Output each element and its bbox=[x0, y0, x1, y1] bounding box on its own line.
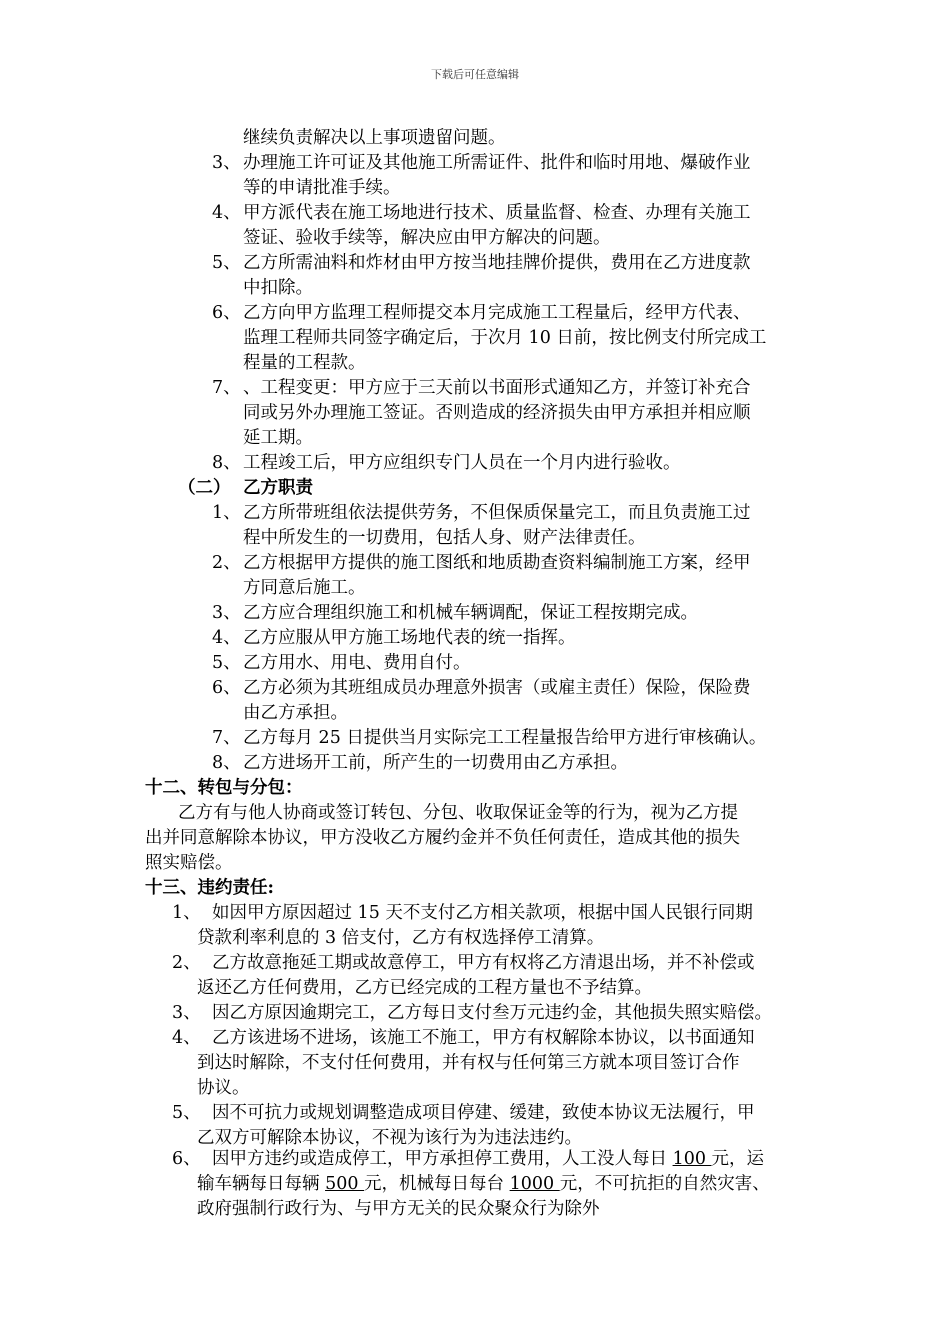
list-line: 同或另外办理施工签证。否则造成的经济损失由甲方承担并相应顺 bbox=[243, 403, 751, 423]
list-number: 8、 bbox=[212, 753, 241, 773]
paragraph-line: 照实赔偿。 bbox=[145, 853, 233, 873]
amount-value: 500 bbox=[325, 1174, 365, 1194]
list-number: 1、 bbox=[172, 903, 201, 923]
amount-value: 1000 bbox=[509, 1174, 560, 1194]
list-line: 、工程变更：甲方应于三天前以书面形式通知乙方，并签订补充合 bbox=[243, 378, 751, 398]
list-line: 乙方故意拖延工期或故意停工，甲方有权将乙方清退出场，并不补偿或 bbox=[212, 953, 755, 973]
list-line: 乙方用水、用电、费用自付。 bbox=[243, 653, 471, 673]
list-line: 协议。 bbox=[197, 1078, 250, 1098]
list-line: 乙方根据甲方提供的施工图纸和地质勘查资料编制施工方案，经甲 bbox=[243, 553, 751, 573]
list-line: 甲方派代表在施工场地进行技术、质量监督、检查、办理有关施工 bbox=[243, 203, 751, 223]
list-line: 贷款利率利息的 3 倍支付，乙方有权选择停工清算。 bbox=[197, 928, 605, 948]
section-number: （二） bbox=[178, 478, 231, 498]
list-line: 工程竣工后，甲方应组织专门人员在一个月内进行验收。 bbox=[243, 453, 681, 473]
list-number: 6、 bbox=[212, 678, 241, 698]
list-number: 2、 bbox=[212, 553, 241, 573]
list-line: 继续负责解决以上事项遗留问题。 bbox=[243, 128, 506, 148]
paragraph-line: 乙方有与他人协商或签订转包、分包、收取保证金等的行为，视为乙方提 bbox=[178, 803, 738, 823]
list-text: 输车辆每日每辆 bbox=[197, 1174, 326, 1194]
list-number: 8、 bbox=[212, 453, 241, 473]
list-number: 4、 bbox=[212, 203, 241, 223]
list-line: 乙双方可解除本协议，不视为该行为为违法违约。 bbox=[197, 1128, 582, 1148]
list-line: 由乙方承担。 bbox=[243, 703, 348, 723]
list-line: 乙方所需油料和炸材由甲方按当地挂牌价提供，费用在乙方进度款 bbox=[243, 253, 751, 273]
list-text: 因甲方违约或造成停工，甲方承担停工费用，人工没人每日 bbox=[212, 1149, 673, 1169]
list-line: 乙方所带班组依法提供劳务，不但保质保量完工，而且负责施工过 bbox=[243, 503, 751, 523]
list-number: 7、 bbox=[212, 378, 241, 398]
section-heading: 十二、转包与分包： bbox=[145, 778, 303, 798]
list-line: 返还乙方任何费用，乙方已经完成的工程方量也不予结算。 bbox=[197, 978, 652, 998]
list-line: 等的申请批准手续。 bbox=[243, 178, 401, 198]
list-number: 6、 bbox=[212, 303, 241, 323]
list-number: 4、 bbox=[212, 628, 241, 648]
amount-value: 100 bbox=[672, 1149, 712, 1169]
list-line: 乙方该进场不进场，该施工不施工，甲方有权解除本协议，以书面通知 bbox=[212, 1028, 755, 1048]
list-line: 程中所发生的一切费用，包括人身、财产法律责任。 bbox=[243, 528, 646, 548]
list-line: 乙方每月 25 日提供当月实际完工工程量报告给甲方进行审核确认。 bbox=[243, 728, 767, 748]
list-number: 6、 bbox=[172, 1149, 201, 1169]
list-line: 乙方向甲方监理工程师提交本月完成施工工程量后，经甲方代表、 bbox=[243, 303, 751, 323]
list-number: 7、 bbox=[212, 728, 241, 748]
list-number: 3、 bbox=[212, 603, 241, 623]
list-line: 签证、验收手续等，解决应由甲方解决的问题。 bbox=[243, 228, 611, 248]
section-title: 乙方职责 bbox=[243, 478, 313, 498]
list-number: 3、 bbox=[172, 1003, 201, 1023]
list-line: 乙方应服从甲方施工场地代表的统一指挥。 bbox=[243, 628, 576, 648]
list-line: 因乙方原因逾期完工，乙方每日支付叁万元违约金，其他损失照实赔偿。 bbox=[212, 1003, 772, 1023]
list-line bbox=[212, 1147, 764, 1172]
list-line: 乙方进场开工前，所产生的一切费用由乙方承担。 bbox=[243, 753, 628, 773]
page-header: 下载后可任意编辑 bbox=[431, 68, 519, 81]
list-line: 延工期。 bbox=[243, 428, 313, 448]
list-line: 政府强制行政行为、与甲方无关的民众聚众行为除外 bbox=[197, 1199, 600, 1219]
list-number: 5、 bbox=[212, 653, 241, 673]
list-text: 元，机械每日每台 bbox=[364, 1174, 510, 1194]
list-text: 元，运 bbox=[711, 1149, 765, 1169]
list-line: 因不可抗力或规划调整造成项目停建、缓建，致使本协议无法履行，甲 bbox=[212, 1103, 755, 1123]
list-line: 乙方必须为其班组成员办理意外损害（或雇主责任）保险，保险费 bbox=[243, 678, 751, 698]
list-line: 如因甲方原因超过 15 天不支付乙方相关款项，根据中国人民银行同期 bbox=[212, 903, 753, 923]
list-line: 中扣除。 bbox=[243, 278, 313, 298]
list-line: 到达时解除，不支付任何费用，并有权与任何第三方就本项目签订合作 bbox=[197, 1053, 740, 1073]
list-line: 方同意后施工。 bbox=[243, 578, 366, 598]
list-text: 元，不可抗拒的自然灾害、 bbox=[559, 1174, 770, 1194]
list-line: 监理工程师共同签字确定后，于次月 10 日前，按比例支付所完成工 bbox=[243, 328, 767, 348]
list-number: 1、 bbox=[212, 503, 241, 523]
list-number: 4、 bbox=[172, 1028, 201, 1048]
list-number: 5、 bbox=[212, 253, 241, 273]
list-line: 办理施工许可证及其他施工所需证件、批件和临时用地、爆破作业 bbox=[243, 153, 751, 173]
list-line bbox=[197, 1172, 770, 1197]
section-heading: 十三、违约责任: bbox=[145, 878, 274, 898]
list-number: 2、 bbox=[172, 953, 201, 973]
list-number: 5、 bbox=[172, 1103, 201, 1123]
list-line: 程量的工程款。 bbox=[243, 353, 366, 373]
list-line: 乙方应合理组织施工和机械车辆调配，保证工程按期完成。 bbox=[243, 603, 698, 623]
list-number: 3、 bbox=[212, 153, 241, 173]
paragraph-line: 出并同意解除本协议，甲方没收乙方履约金并不负任何责任，造成其他的损失 bbox=[145, 828, 740, 848]
